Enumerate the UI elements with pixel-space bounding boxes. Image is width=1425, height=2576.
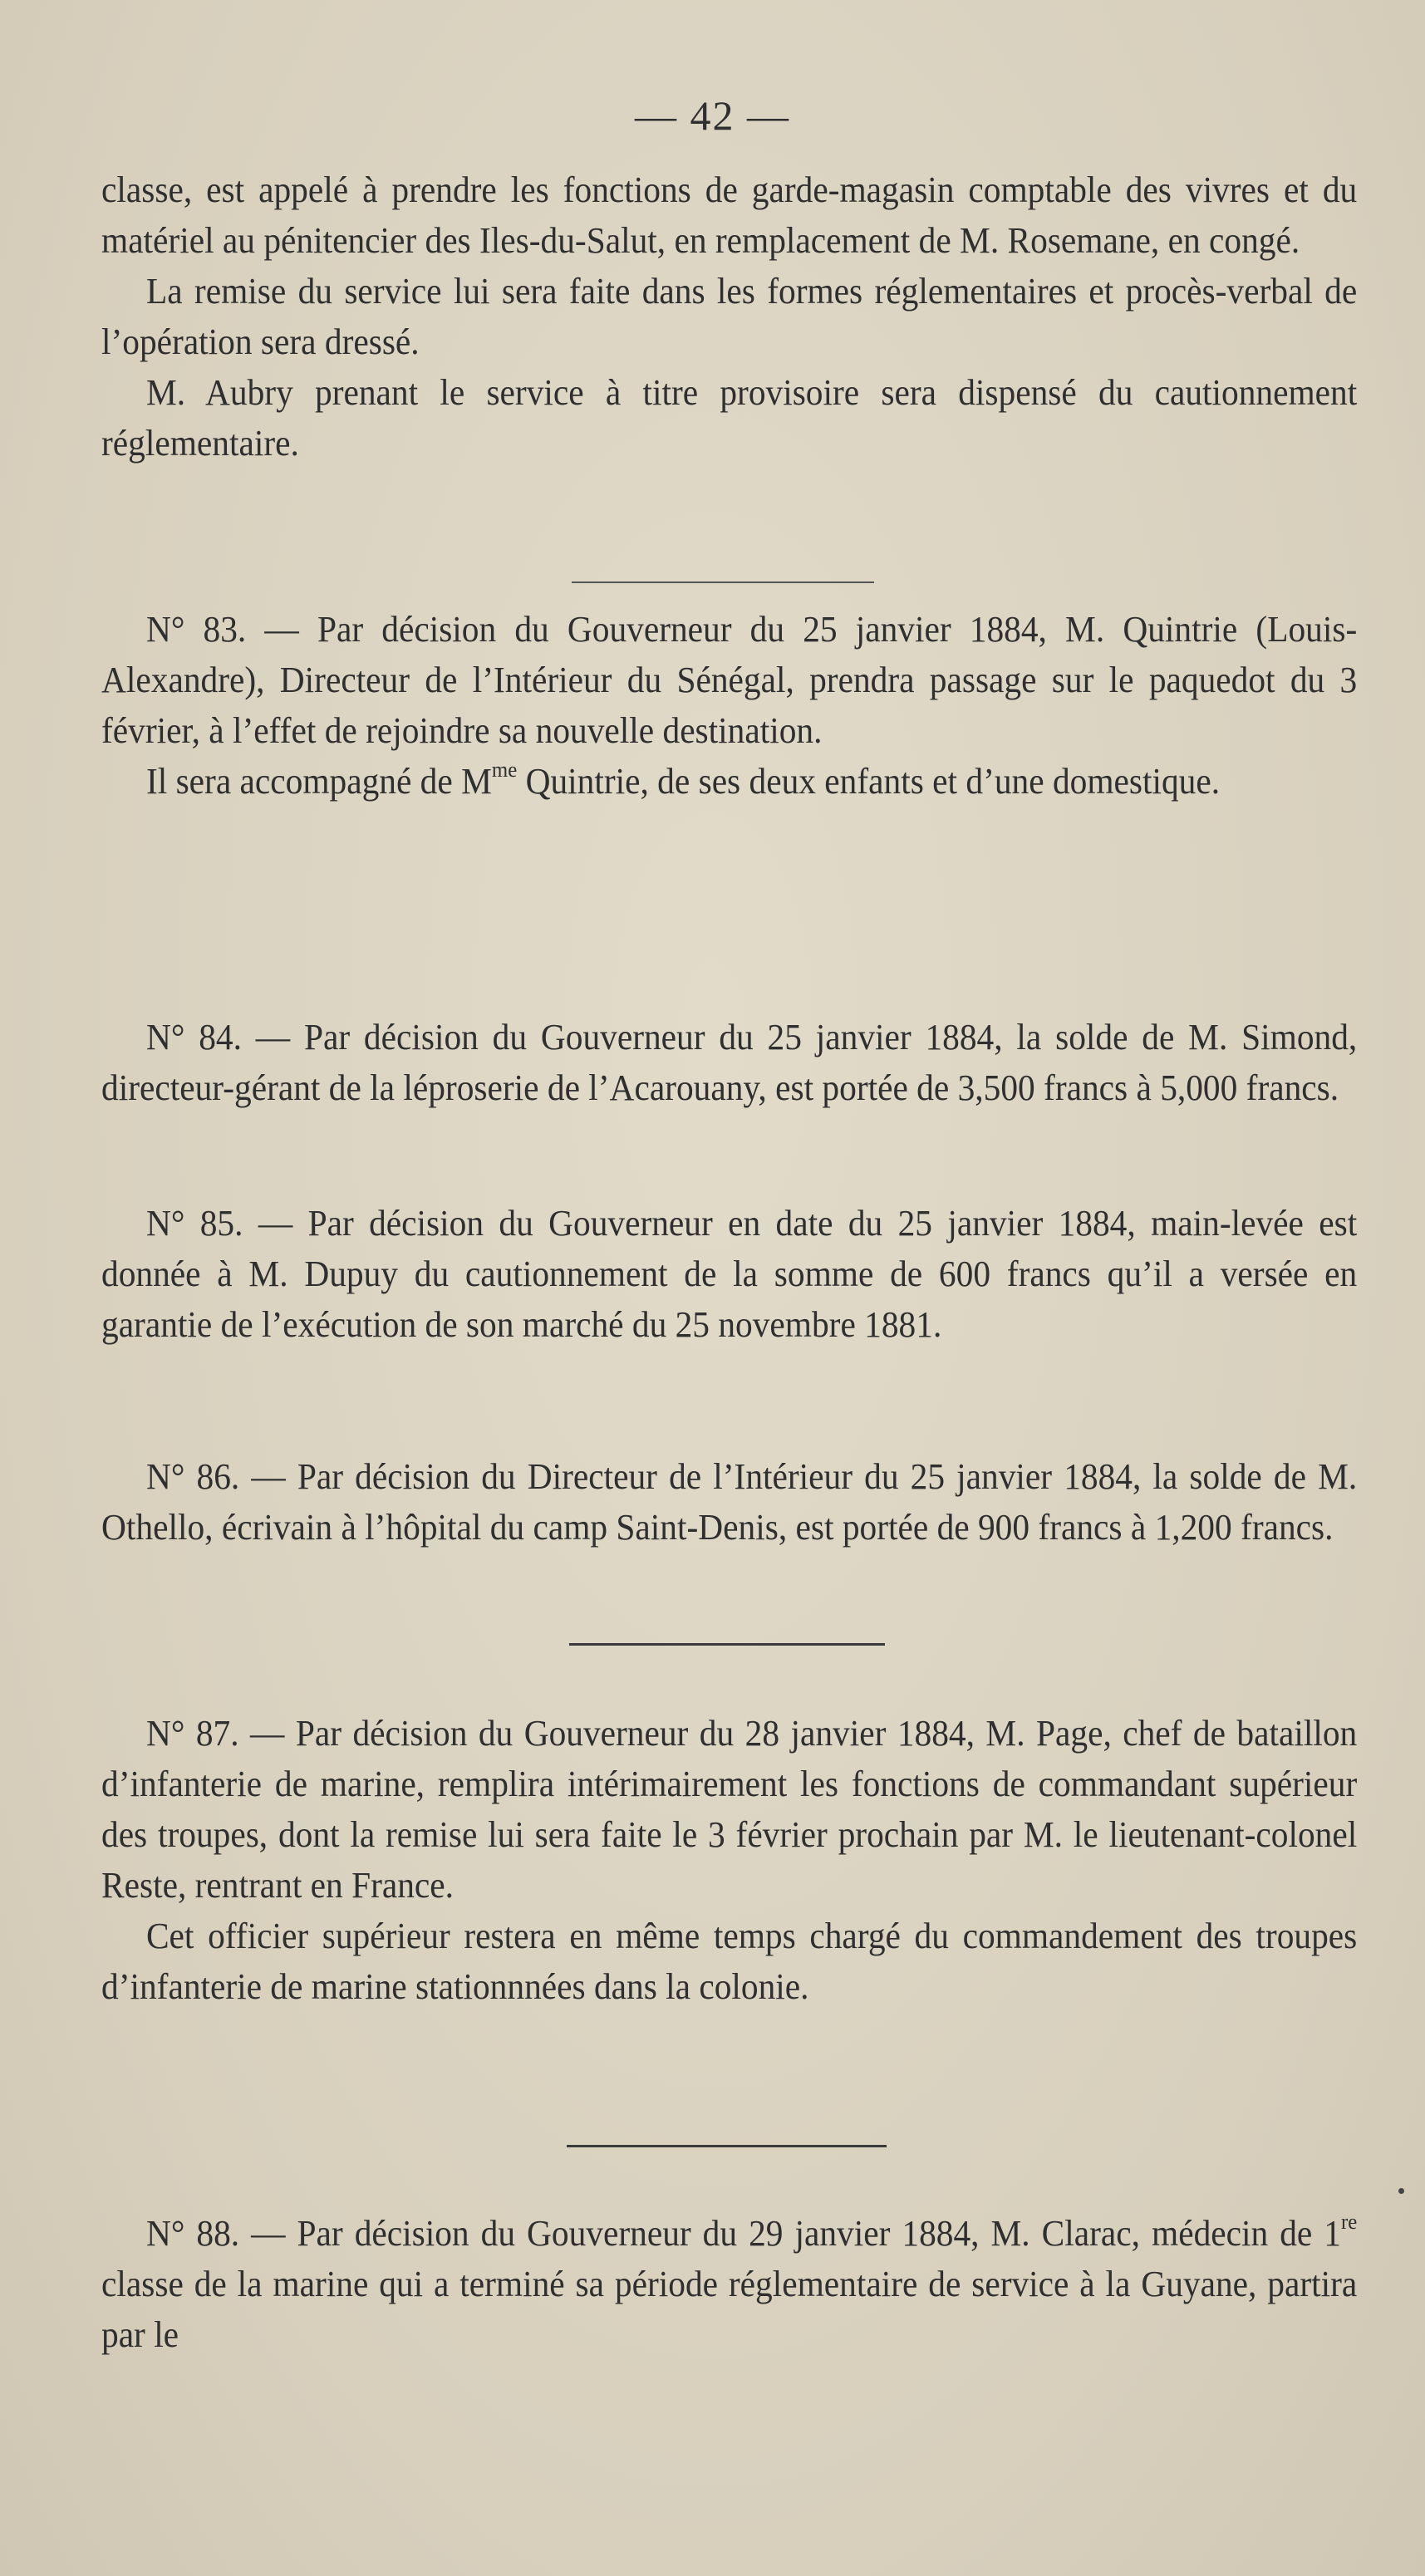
page-number: — 42 — (635, 92, 790, 139)
entry-88-paragraph-1 (101, 2208, 1357, 2360)
entry-87-paragraph-1: N° 87. — Par décision du Gouverneur du 28 janvier 1884, M. Page, chef de bataillon d’infanterie de marine, remplira intérimairement les fonctions de commandant supérieur des troupes, dont la remise lui sera faite le 3 février prochain par M. le lieutenant-colonel Reste, rentrant en France. (101, 1712, 1358, 1906)
ink-speck (1398, 2188, 1404, 2194)
entry-83-text-start: Il sera accompagné de M (145, 760, 492, 802)
entry-88 (101, 2208, 1357, 2360)
section-top-paragraph-3: M. Aubry prenant le service à titre provisoire sera dispensé du cautionnement réglementaire. (101, 371, 1358, 464)
entry-85 (101, 1198, 1357, 1350)
section-top-paragraph-1: classe, est appelé à prendre les fonctions de garde-magasin comptable des vivres et du matériel au pénitencier des Iles-du-Salut, en remplacement de M. Rosemane, en congé. (101, 169, 1358, 261)
entry-88-superscript: re (1340, 2208, 1358, 2234)
entry-85-paragraph-1: N° 85. — Par décision du Gouverneur en date du 25 janvier 1884, main-levée est donnée à M. Dupuy du cautionnement de la somme de 600 francs qu’il a versée en garantie de l’exécution de son marché du 25 novembre 1881. (101, 1202, 1358, 1345)
entry-88-text-end: classe de la marine qui a terminé sa période réglementaire de service à la Guyane, partira par le (101, 2263, 1358, 2355)
section-divider-1 (572, 581, 874, 583)
entry-83 (101, 604, 1357, 807)
entry-87-paragraph-2: Cet officier supérieur restera en même temps chargé du commandement des troupes d’infanterie de marine stationnnées dans la colonie. (101, 1915, 1358, 2007)
entry-83-paragraph-1: N° 83. — Par décision du Gouverneur du 25 janvier 1884, M. Quintrie (Louis-Alexandre), Directeur de l’Intérieur du Sénégal, prendra passage sur le paquedot du 3 février, à l’effet de rejoindre sa nouvelle destination. (101, 608, 1358, 751)
entry-88-text-start: N° 88. — Par décision du Gouverneur du 29 janvier 1884, M. Clarac, médecin de 1 (145, 2212, 1341, 2254)
entry-83-paragraph-2 (101, 756, 1357, 807)
entry-83-superscript: me (491, 756, 518, 782)
section-top-paragraph-2: La remise du service lui sera faite dans les formes réglementaires et procès-verbal de l’opération sera dressé. (101, 270, 1358, 362)
section-top (101, 164, 1357, 469)
section-divider-2 (569, 1643, 885, 1646)
entry-87 (101, 1708, 1357, 2012)
entry-84-paragraph-1: N° 84. — Par décision du Gouverneur du 25 janvier 1884, la solde de M. Simond, directeur-gérant de la léproserie de l’Acarouany, est portée de 3,500 francs à 5,000 francs. (101, 1016, 1358, 1108)
section-divider-3 (567, 2145, 887, 2147)
entry-86 (101, 1451, 1357, 1553)
entry-83-text-end: Quintrie, de ses deux enfants et d’une domestique. (517, 760, 1221, 802)
entry-84 (101, 1012, 1357, 1113)
entry-86-paragraph-1: N° 86. — Par décision du Directeur de l’Intérieur du 25 janvier 1884, la solde de M. Othello, écrivain à l’hôpital du camp Saint-Denis, est portée de 900 francs à 1,200 francs. (101, 1455, 1358, 1548)
